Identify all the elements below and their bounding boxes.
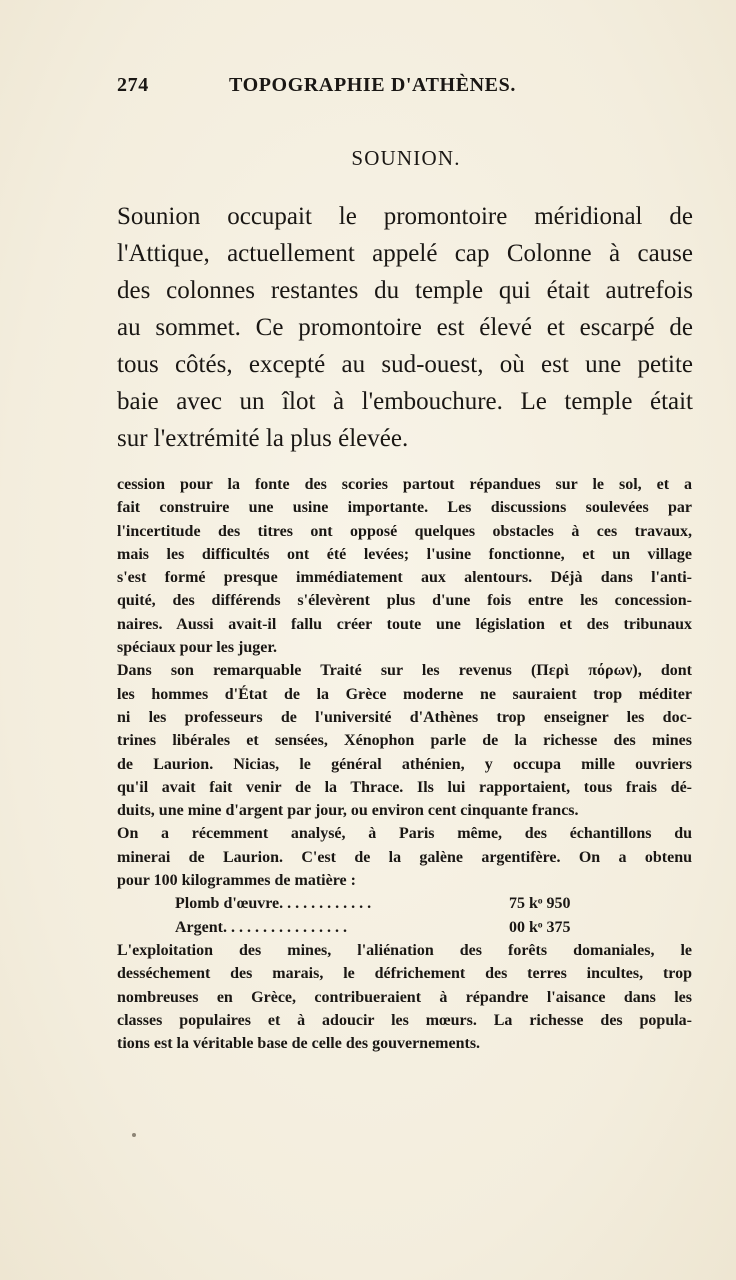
note-line: naires. Aussi avait-il fallu créer toute une législation et des tribunaux (117, 615, 692, 633)
note-line: de Laurion. Nicias, le général athénien, y occupa mille ouvriers (117, 755, 692, 773)
note-line: spéciaux pour les juger. (117, 639, 278, 657)
note-line: l'incertitude des titres ont opposé quelques obstacles à ces travaux, (117, 522, 692, 540)
note-line: minerai de Laurion. C'est de la galène argentifère. On a obtenu (117, 848, 692, 866)
text-line: tous côtés, excepté au sud-ouest, où est une petite (117, 351, 693, 378)
note-line: ni les professeurs de l'université d'Athènes trop enseigner les doc- (117, 708, 692, 726)
page-number: 274 (117, 74, 149, 96)
footnote-block (117, 473, 692, 1055)
note-line: trines libérales et sensées, Xénophon parle de la richesse des mines (117, 732, 692, 750)
text-line: l'Attique, actuellement appelé cap Colonne à cause (117, 240, 693, 267)
text-line: des colonnes restantes du temple qui était autrefois (117, 277, 693, 304)
note-line: qu'il avait fait venir de la Thrace. Ils lui rapportaient, tous frais dé- (117, 778, 692, 796)
text-line: baie avec un îlot à l'embouchure. Le temple était (117, 388, 693, 415)
note-line: On a récemment analysé, à Paris même, des échantillons du (117, 825, 692, 843)
assay-metal: Argent. . . . . . . . . . . . . . . . (175, 918, 347, 936)
note-line: Dans son remarquable Traité sur les revenus (Περὶ πόρων), dont (117, 662, 692, 680)
note-line: classes populaires et à adoucir les mœurs. La richesse des popula- (117, 1011, 692, 1029)
note-line: L'exploitation des mines, l'aliénation des forêts domaniales, le (117, 941, 692, 959)
text-line: sur l'extrémité la plus élevée. (117, 425, 409, 452)
note-line: duits, une mine d'argent par jour, ou environ cent cinquante francs. (117, 802, 579, 820)
note-line: pour 100 kilogrammes de matière : (117, 872, 356, 890)
section-title: SOUNION. (351, 146, 461, 170)
note-line: fait construire une usine importante. Les discussions soulevées par (117, 499, 692, 517)
running-title: TOPOGRAPHIE D'ATHÈNES. (229, 74, 516, 96)
note-line: cession pour la fonte des scories partout répandues sur le sol, et a (117, 476, 692, 493)
main-paragraph (117, 198, 693, 457)
assay-value: 00 kᵒ 375 (509, 918, 571, 936)
note-line: tions est la véritable base de celle des gouvernements. (117, 1035, 481, 1053)
running-head (117, 74, 695, 98)
text-line: Sounion occupait le promontoire méridional de (117, 203, 693, 230)
paper-speck (132, 1133, 136, 1137)
assay-row-lead (117, 892, 692, 915)
assay-value: 75 kᵒ 950 (509, 895, 571, 913)
assay-metal: Plomb d'œuvre. . . . . . . . . . . . (175, 895, 372, 913)
note-line: desséchement des marais, le défrichement des terres incultes, trop (117, 965, 692, 983)
note-line: les hommes d'État de la Grèce moderne ne sauraient trop méditer (117, 685, 692, 703)
note-line: nombreuses en Grèce, contribueraient à répandre l'aisance dans les (117, 988, 692, 1006)
assay-row-silver (117, 916, 692, 939)
note-line: s'est formé presque immédiatement aux alentours. Déjà dans l'anti- (117, 569, 692, 587)
note-line: quité, des différends s'élevèrent plus d'une fois entre les concession- (117, 592, 692, 610)
text-line: au sommet. Ce promontoire est élevé et escarpé de (117, 314, 693, 341)
note-line: mais les difficultés ont été levées; l'usine fonctionne, et un village (117, 545, 692, 563)
